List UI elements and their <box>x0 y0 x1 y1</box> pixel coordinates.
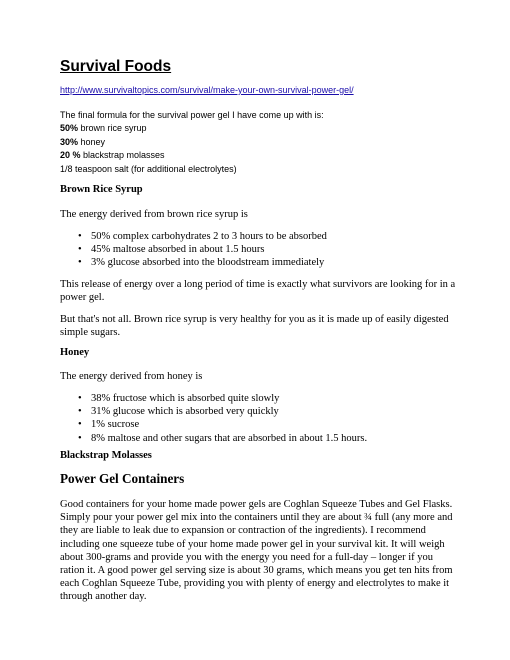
brown-rice-para-2: But that's not all. Brown rice syrup is very healthy for you as it is made up of easily digested simple sugars. <box>60 314 449 339</box>
formula-block <box>60 109 324 176</box>
source-link[interactable]: http://www.survivaltopics.com/survival/make-your-own-survival-power-gel/ <box>60 85 354 95</box>
formula-intro: The final formula for the survival power gel I have come up with is: <box>60 110 324 120</box>
section-heading-containers: Power Gel Containers <box>60 471 185 486</box>
section-heading-honey: Honey <box>60 347 90 358</box>
list-item: • 1% sucrose <box>78 418 367 431</box>
list-item: • 45% maltose absorbed in about 1.5 hours <box>78 243 327 256</box>
list-item: • 31% glucose which is absorbed very quickly <box>78 405 367 418</box>
brown-rice-list <box>78 230 327 270</box>
list-item: • 3% glucose absorbed into the bloodstream immediately <box>78 256 327 269</box>
list-item: • 50% complex carbohydrates 2 to 3 hours to be absorbed <box>78 230 327 243</box>
section-heading-brown-rice: Brown Rice Syrup <box>60 184 143 195</box>
page-title: Survival Foods <box>60 58 172 75</box>
containers-para: Good containers for your home made power gels are Coghlan Squeeze Tubes and Gel Flasks. Simply pour your power gel mix into the containers until they are about ¾ full (any more and they are liable to leak due to expansion or contraction of the ingredients). I recommend including one squeeze tube of your home made power gel in your survival kit. It will weigh about 300-grams and provide you with the energy you need for a full-day – longer if you ration it. A good power gel serving size is about 30 grams, which means you get ten hits from each Coghlan Squeeze Tube, providing you with plenty of energy and electrolytes to make it through another day. <box>60 499 453 603</box>
brown-rice-intro: The energy derived from brown rice syrup is <box>60 209 248 220</box>
formula-line: 20 % blackstrap molasses <box>60 150 165 161</box>
honey-intro: The energy derived from honey is <box>60 371 203 382</box>
list-item: • 38% fructose which is absorbed quite slowly <box>78 392 367 405</box>
brown-rice-para-1: This release of energy over a long period of time is exactly what survivors are looking for in a power gel. <box>60 279 456 304</box>
list-item: • 8% maltose and other sugars that are absorbed in about 1.5 hours. <box>78 432 367 445</box>
formula-line: 50% brown rice syrup <box>60 123 147 134</box>
section-heading-molasses: Blackstrap Molasses <box>60 450 152 461</box>
honey-list <box>78 392 367 445</box>
formula-line: 30% honey <box>60 136 106 147</box>
formula-line: 1/8 teaspoon salt (for additional electrolytes) <box>60 163 237 174</box>
